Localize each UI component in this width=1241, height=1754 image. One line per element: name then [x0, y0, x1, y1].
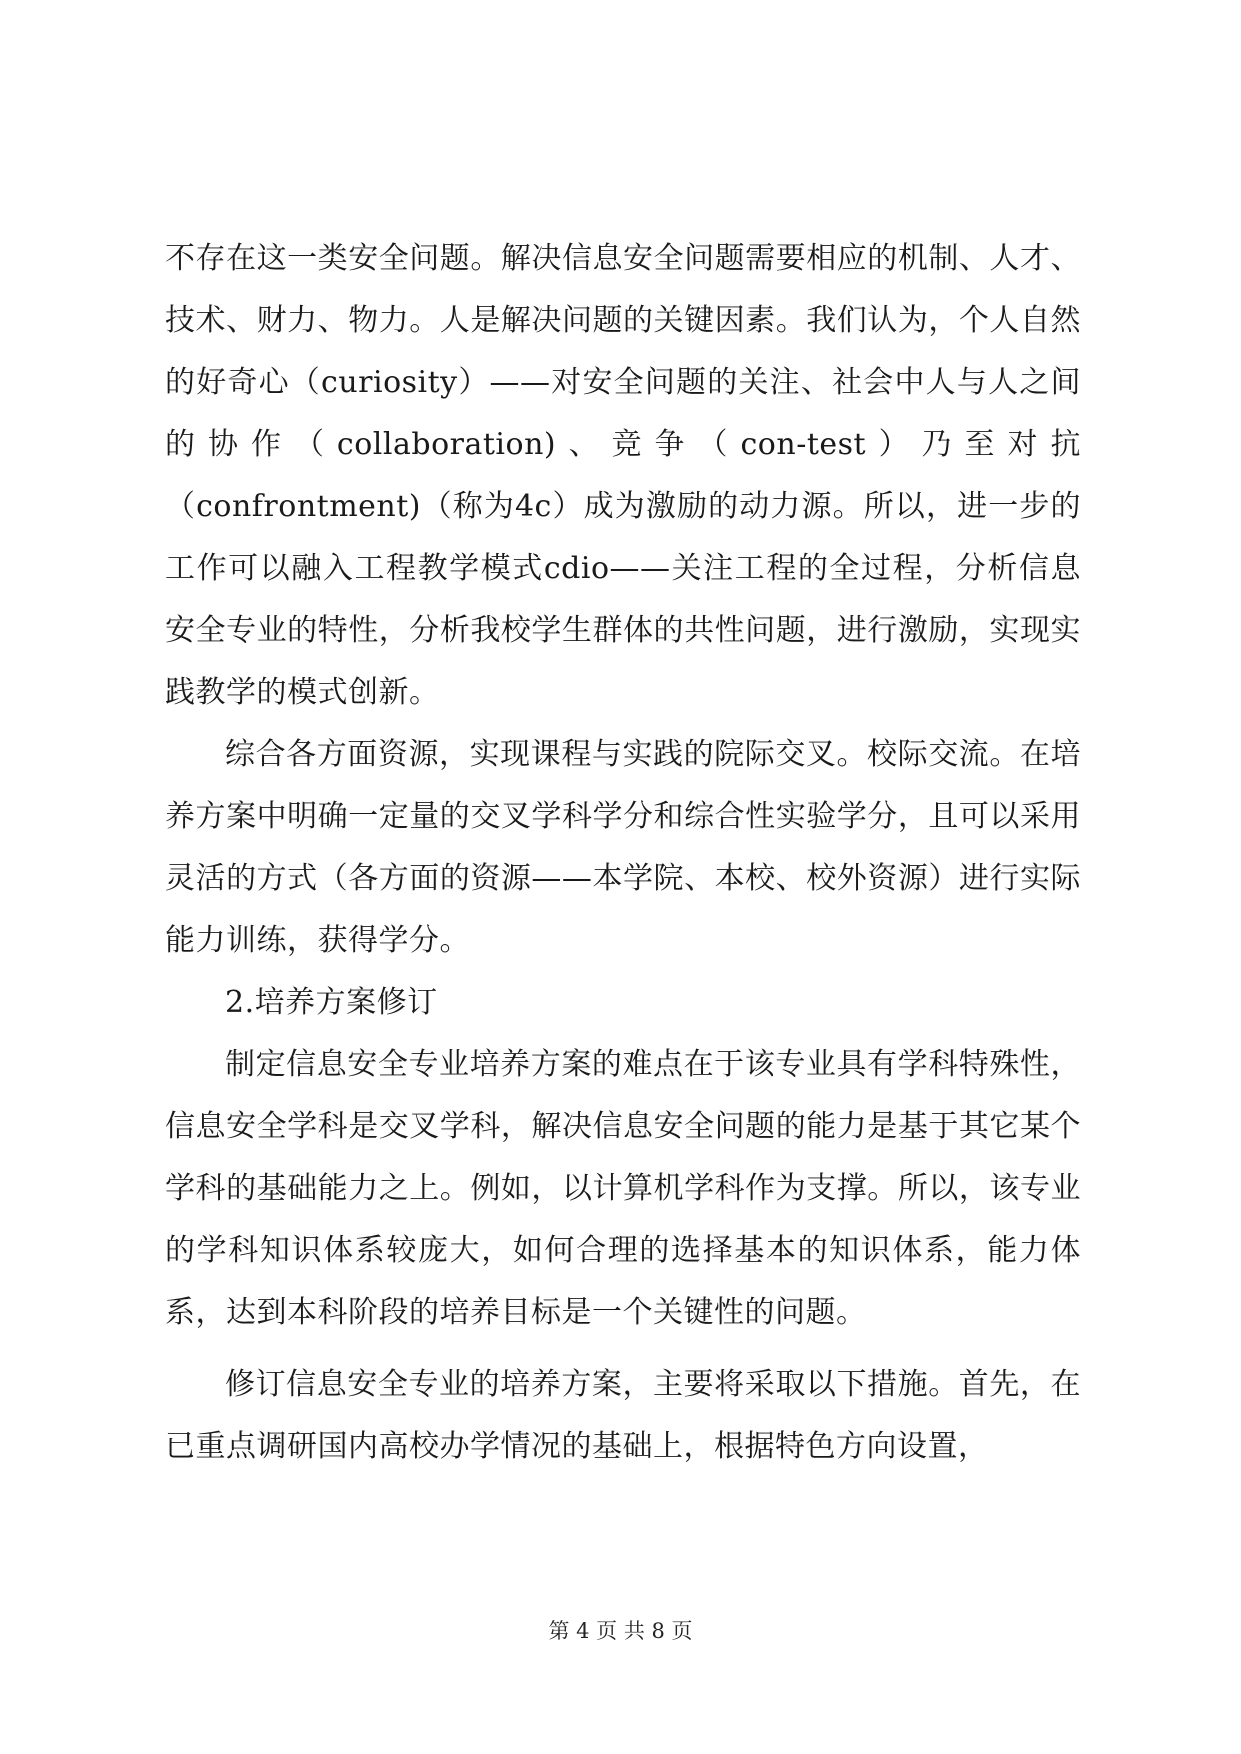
paragraph-continuation: 不存在这一类安全问题。解决信息安全问题需要相应的机制、人才、技术、财力、物力。人是解决问题的关键因素。我们认为，个人自然的好奇心（curiosity）——对安全问题的关注、社会中人与人之间的协作（collaboration)、竞争（con-test）乃至对抗（confrontment)（称为4c）成为激励的动力源。所以，进一步的工作可以融入工程教学模式cdio——关注工程的全过程，分析信息安全专业的特性，分析我校学生群体的共性问题，进行激励，实现实践教学的模式创新。 — [165, 241, 1081, 710]
document-body — [165, 228, 1081, 1478]
page-number-label: 第 4 页 共 8 页 — [548, 1619, 693, 1643]
section-heading-plan-revision: 2.培养方案修订 — [225, 985, 438, 1020]
paragraph-plan-measures: 修订信息安全专业的培养方案，主要将采取以下措施。首先，在已重点调研国内高校办学情况的基础上，根据特色方向设置， — [165, 1367, 1081, 1464]
page-footer — [0, 1617, 1241, 1645]
paragraph-plan-difficulty: 制定信息安全专业培养方案的难点在于该专业具有学科特殊性，信息安全学科是交叉学科，解决信息安全问题的能力是基于其它某个学科的基础能力之上。例如，以计算机学科作为支撑。所以，该专业的学科知识体系较庞大，如何合理的选择基本的知识体系，能力体系，达到本科阶段的培养目标是一个关键性的问题。 — [165, 1047, 1081, 1330]
paragraph-resources: 综合各方面资源，实现课程与实践的院际交叉。校际交流。在培养方案中明确一定量的交叉学科学分和综合性实验学分，且可以采用灵活的方式（各方面的资源——本学院、本校、校外资源）进行实际能力训练，获得学分。 — [165, 737, 1081, 958]
